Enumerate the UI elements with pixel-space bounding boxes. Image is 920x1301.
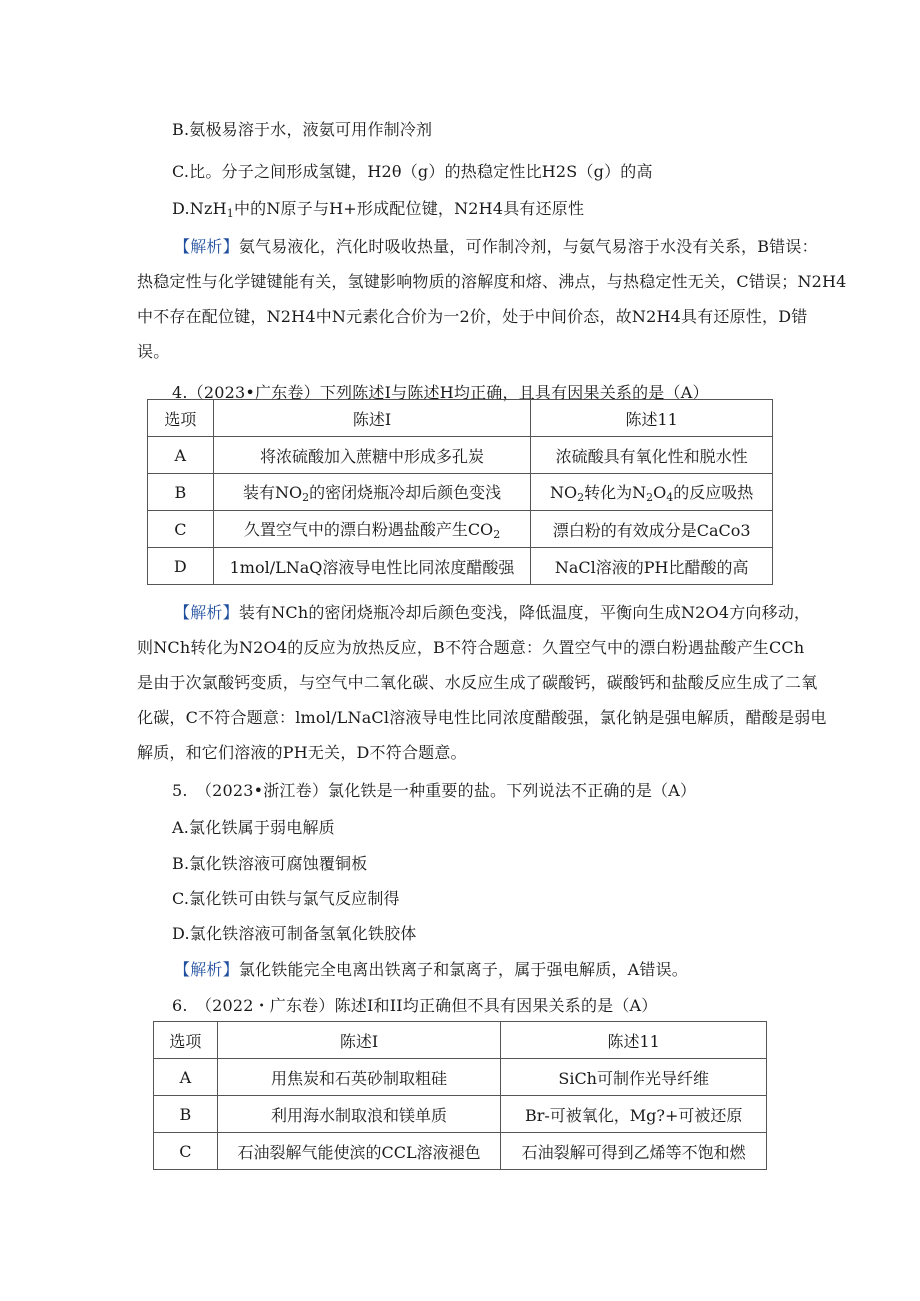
q4-analysis-line-3: 是由于次氯酸钙变质，与空气中二氧化碳、水反应生成了碳酸钙，碳酸钙和盐酸反应生成了二氧 [137, 673, 818, 692]
q5-option-d: D.氯化铁溶液可制备氢氧化铁胶体 [172, 924, 417, 943]
q6-stem: 6. （2022・广东卷）陈述I和II均正确但不具有因果关系的是（A） [172, 996, 658, 1015]
table-row [148, 511, 773, 548]
q3-option-b: B.氨极易溶于水，液氨可用作制冷剂 [172, 120, 433, 139]
row-statement-1: 久置空气中的漂白粉遇盐酸产生$CO_2$ [213, 511, 531, 548]
q4-analysis-line-5: 解质，和它们溶液的PH无关，D不符合题意。 [137, 743, 467, 762]
q3-option-c: C.比。分子之间形成氢键，H2θ（g）的热稳定性比H2S（g）的高 [172, 162, 653, 181]
table-row [148, 437, 773, 474]
q4-table [147, 399, 773, 585]
row-statement-1: 石油裂解气能使滨的CCL溶液褪色 [217, 1133, 501, 1170]
row-option: C [148, 511, 214, 548]
q5-stem: 5. （2023•浙江卷）氯化铁是一种重要的盐。下列说法不正确的是（A） [172, 781, 697, 800]
row-statement-1: 1mol/LNaQ溶液导电性比同浓度醋酸强 [213, 548, 531, 585]
header-statement-1: 陈述I [217, 1022, 501, 1059]
table-header-row [154, 1022, 767, 1059]
q3-option-d: D.NzH$_1$中的N原子与H+形成配位键，N2H4具有还原性 [172, 199, 585, 220]
table-row [154, 1059, 767, 1096]
row-statement-2: NaCl溶液的PH比醋酸的高 [531, 548, 773, 585]
analysis-tag: 【解析】 [174, 960, 239, 979]
q5-option-a: A.氯化铁属于弱电解质 [172, 818, 335, 837]
q6-table [153, 1021, 767, 1170]
q3-analysis-line-2: 热稳定性与化学键键能有关，氢键影响物质的溶解度和熔、沸点，与热稳定性无关，C错误；N2H4 [137, 272, 847, 291]
row-statement-2: 浓硫酸具有氧化性和脱水性 [531, 437, 773, 474]
table-row [148, 474, 773, 511]
row-option: B [148, 474, 214, 511]
q4-analysis-line-2: 则NCh转化为N2O4的反应为放热反应，B不符合题意：久置空气中的漂白粉遇盐酸产生CCh [137, 638, 805, 657]
header-statement-1: 陈述I [213, 400, 531, 437]
header-statement-2: 陈述11 [531, 400, 773, 437]
row-statement-2: 漂白粉的有效成分是CaCo3 [531, 511, 773, 548]
row-statement-2: Br-可被氧化，Mg?+可被还原 [501, 1096, 767, 1133]
q5-option-c: C.氯化铁可由铁与氯气反应制得 [172, 889, 400, 908]
row-option: D [148, 548, 214, 585]
q3-analysis-line-1: 【解析】氨气易液化，汽化时吸收热量，可作制冷剂，与氨气易溶于水没有关系，B错误： [174, 237, 818, 256]
table-row [154, 1133, 767, 1170]
row-option: A [148, 437, 214, 474]
q4-analysis-line-4: 化碳，C不符合题意：lmol/LNaCl溶液导电性比同浓度醋酸强，氯化钠是强电解质，醋酸是弱电 [137, 708, 827, 727]
header-option: 选项 [148, 400, 214, 437]
row-option: A [154, 1059, 218, 1096]
header-statement-2: 陈述11 [501, 1022, 767, 1059]
row-statement-2: SiCh可制作光导纤维 [501, 1059, 767, 1096]
row-option: B [154, 1096, 218, 1133]
row-statement-1: 利用海水制取浪和镁单质 [217, 1096, 501, 1133]
row-option: C [154, 1133, 218, 1170]
row-statement-1: 装有$NO_2$的密闭烧瓶冷却后颜色变浅 [213, 474, 531, 511]
row-statement-2: $NO_2$转化为$N_2O_4$的反应吸热 [531, 474, 773, 511]
q3-analysis-line-4: 误。 [137, 342, 170, 361]
q4-stem: 4.（2023•广东卷）下列陈述I与陈述H均正确，且具有因果关系的是（A） [172, 383, 709, 402]
table-row [148, 548, 773, 585]
q4-analysis-line-1: 【解析】装有NCh的密闭烧瓶冷却后颜色变浅，降低温度，平衡向生成N2O4方向移动， [174, 603, 811, 622]
analysis-tag: 【解析】 [174, 237, 239, 256]
q5-option-b: B.氯化铁溶液可腐蚀覆铜板 [172, 854, 368, 873]
row-statement-2: 石油裂解可得到乙烯等不饱和燃 [501, 1133, 767, 1170]
row-statement-1: 用焦炭和石英砂制取粗硅 [217, 1059, 501, 1096]
header-option: 选项 [154, 1022, 218, 1059]
analysis-tag: 【解析】 [174, 603, 239, 622]
q5-analysis: 【解析】氯化铁能完全电离出铁离子和氯离子，属于强电解质，A错误。 [174, 960, 688, 979]
table-row [154, 1096, 767, 1133]
table-header-row [148, 400, 773, 437]
row-statement-1: 将浓硫酸加入蔗糖中形成多孔炭 [213, 437, 531, 474]
q3-analysis-line-3: 中不存在配位键，N2H4中N元素化合价为一2价，处于中间价态，故N2H4具有还原性，D错 [137, 307, 808, 326]
